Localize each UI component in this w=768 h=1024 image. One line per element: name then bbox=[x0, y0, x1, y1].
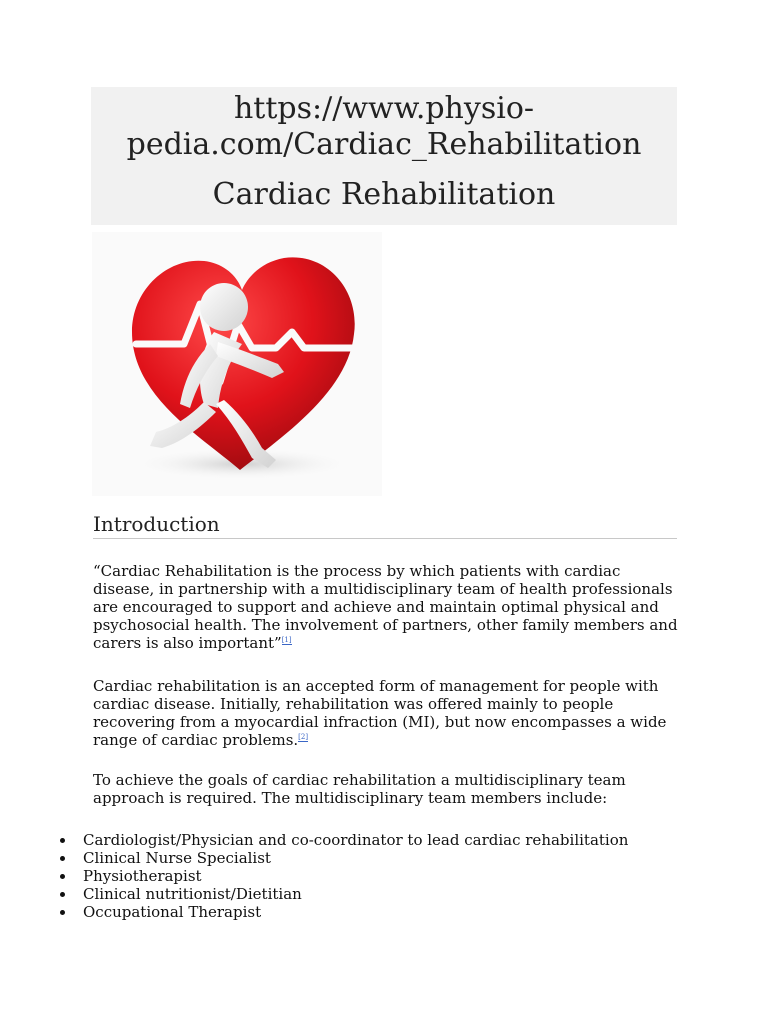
intro-paragraph-2-text: Cardiac rehabilitation is an accepted form of management for people with cardiac disease. Initially, rehabilitation was offered mainly to people recovering from a myocardial infraction (MI), but now encompasses a wide range of cardiac problems. bbox=[93, 677, 667, 749]
intro-paragraph-1 bbox=[93, 562, 683, 652]
list-item bbox=[60, 903, 628, 921]
source-url-line-1: https://www.physio- bbox=[233, 91, 535, 126]
intro-paragraph-2 bbox=[93, 677, 683, 749]
heading-divider bbox=[93, 538, 677, 539]
reference-link-2[interactable]: [2] bbox=[298, 733, 309, 741]
list-item-label: Occupational Therapist bbox=[83, 903, 262, 921]
list-item-label: Cardiologist/Physician and co-coordinator to lead cardiac rehabilitation bbox=[83, 831, 629, 849]
team-members-list bbox=[60, 831, 628, 921]
bullet-icon bbox=[60, 856, 65, 861]
list-item bbox=[60, 849, 628, 867]
page-title: Cardiac Rehabilitation bbox=[212, 177, 556, 212]
list-item bbox=[60, 867, 628, 885]
list-item-label: Clinical Nurse Specialist bbox=[83, 849, 271, 867]
bullet-icon bbox=[60, 910, 65, 915]
bullet-icon bbox=[60, 838, 65, 843]
reference-link-1[interactable]: [1] bbox=[281, 636, 292, 644]
heart-runner-image bbox=[92, 232, 382, 496]
page-header bbox=[91, 87, 677, 225]
bullet-icon bbox=[60, 892, 65, 897]
list-item-label: Clinical nutritionist/Dietitian bbox=[83, 885, 302, 903]
intro-paragraph-1-text: “Cardiac Rehabilitation is the process by which patients with cardiac disease, in partnership with a multidisciplinary team of health professionals are encouraged to support and achieve and maintain optimal physical and psychosocial health. The involvement of partners, other family members and carers is also important” bbox=[93, 562, 678, 652]
source-url-line-2: pedia.com/Cardiac_Rehabilitation bbox=[126, 127, 642, 162]
introduction-heading: Introduction bbox=[93, 512, 220, 536]
bullet-icon bbox=[60, 874, 65, 879]
list-item bbox=[60, 885, 628, 903]
intro-paragraph-3: To achieve the goals of cardiac rehabilitation a multidisciplinary team approach is required. The multidisciplinary team members include: bbox=[93, 771, 626, 807]
heart-runner-icon bbox=[92, 232, 382, 496]
list-item-label: Physiotherapist bbox=[83, 867, 202, 885]
list-item bbox=[60, 831, 628, 849]
